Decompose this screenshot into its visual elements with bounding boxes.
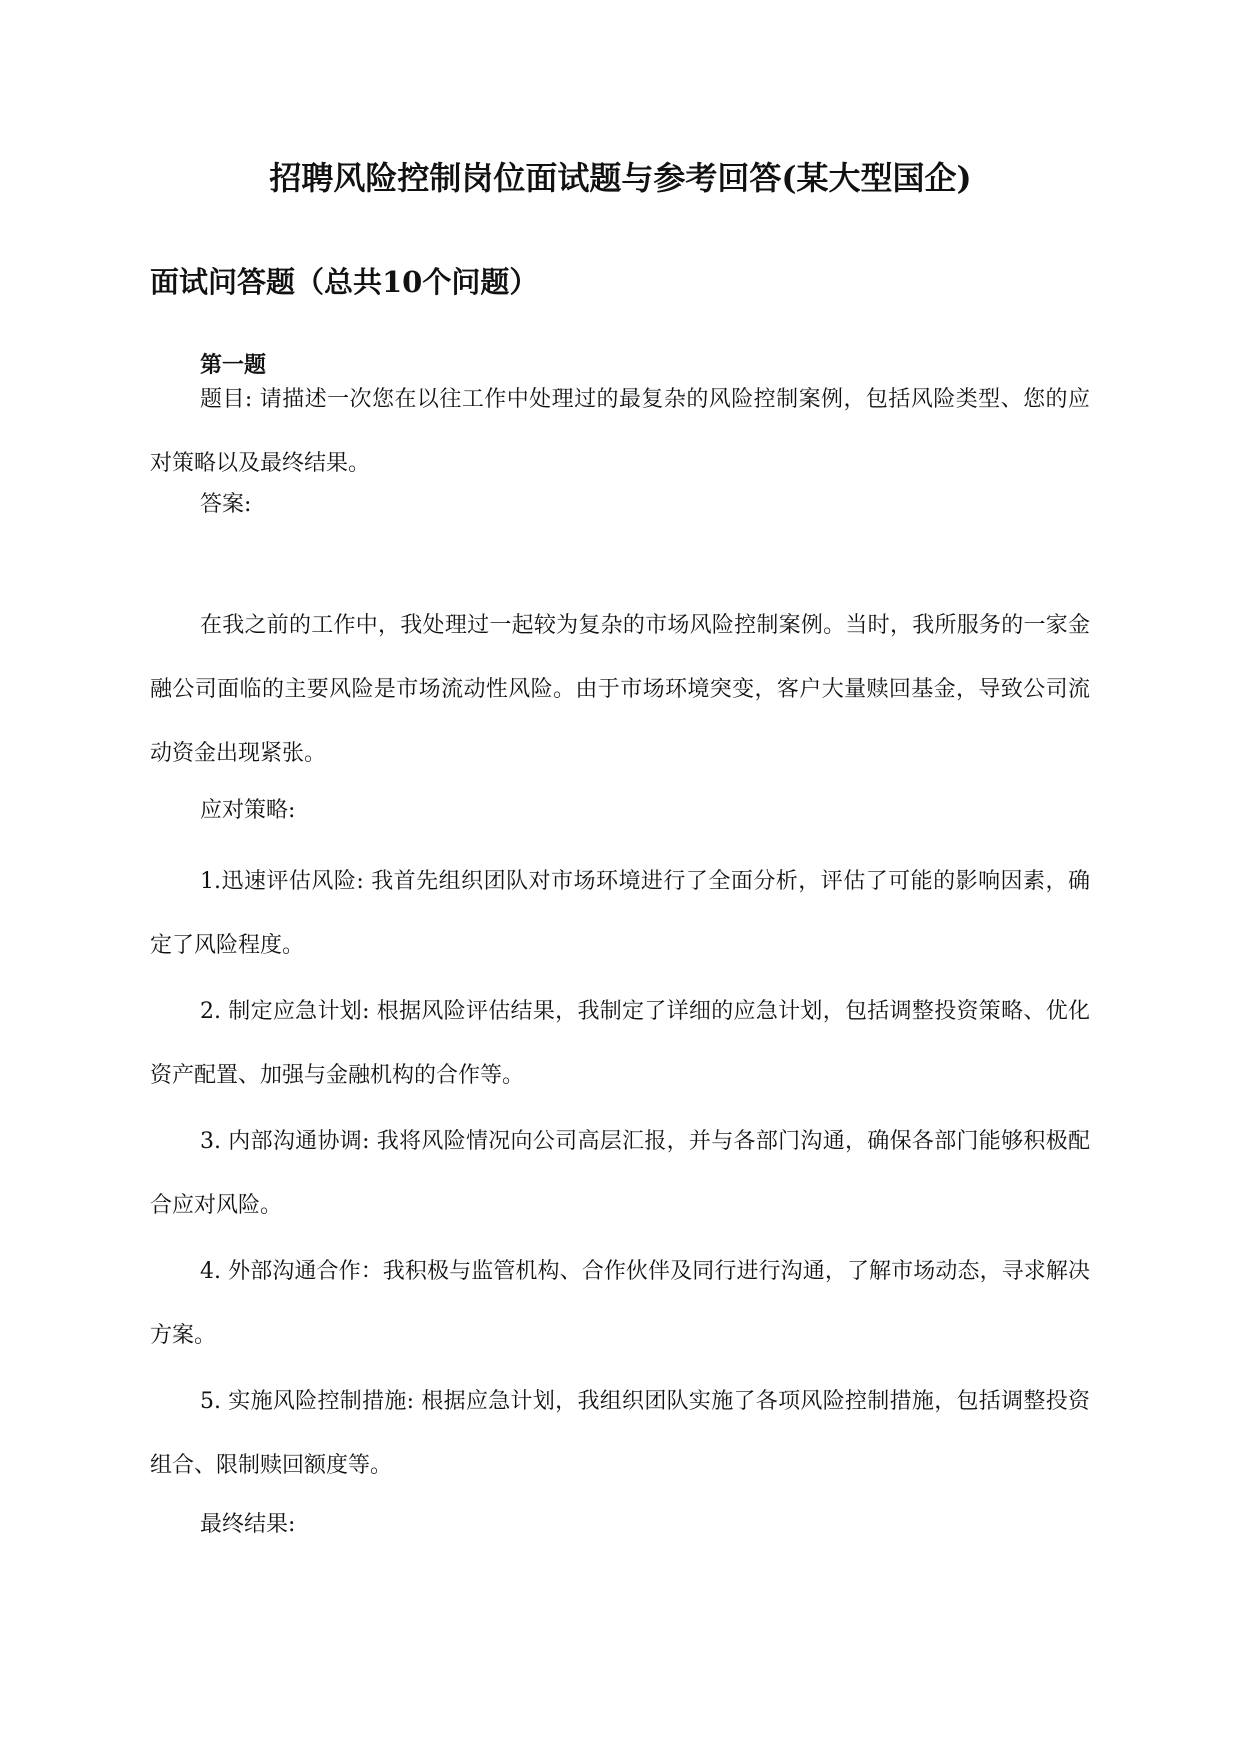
answer-intro: 在我之前的工作中，我处理过一起较为复杂的市场风险控制案例。当时，我所服务的一家金融公司面临的主要风险是市场流动性风险。由于市场环境突变，客户大量赎回基金，导致公司流动资金出现紧张。 [150,613,1090,766]
question-number: 第一题 [200,352,267,378]
strategy-item: 2. 制定应急计划: 根据风险评估结果，我制定了详细的应急计划，包括调整投资策略、优化资产配置、加强与金融机构的合作等。 [150,999,1090,1088]
strategy-label: 应对策略: [200,798,296,823]
strategy-item: 5. 实施风险控制措施: 根据应急计划，我组织团队实施了各项风险控制措施，包括调整投资组合、限制赎回额度等。 [150,1389,1090,1478]
answer-label: 答案: [200,492,252,517]
strategy-item: 3. 内部沟通协调: 我将风险情况向公司高层汇报，并与各部门沟通，确保各部门能够积极配合应对风险。 [150,1129,1090,1218]
document-title: 招聘风险控制岗位面试题与参考回答(某大型国企) [269,159,972,197]
strategy-item: 4. 外部沟通合作：我积极与监管机构、合作伙伴及同行进行沟通，了解市场动态，寻求解决方案。 [150,1259,1090,1348]
section-heading: 面试问答题（总共10个问题） [150,265,539,299]
question-prompt: 题目: 请描述一次您在以往工作中处理过的最复杂的风险控制案例，包括风险类型、您的应对策略以及最终结果。 [150,387,1090,476]
strategy-item: 1.迅速评估风险: 我首先组织团队对市场环境进行了全面分析，评估了可能的影响因素，确定了风险程度。 [150,869,1090,958]
result-label: 最终结果: [200,1512,296,1537]
